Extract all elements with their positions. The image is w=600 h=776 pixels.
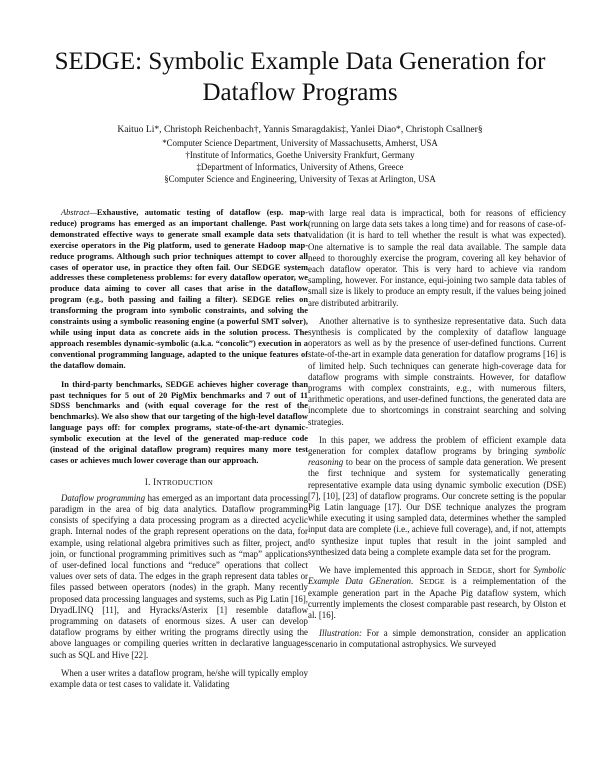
right-p4-text-b: , short for bbox=[492, 565, 534, 576]
intro-paragraph-1 bbox=[50, 493, 308, 661]
paper-title: SEDGE: Symbolic Example Data Generation for Dataflow Programs bbox=[54, 48, 546, 106]
illustration-label: Illustration: bbox=[319, 628, 362, 639]
left-column bbox=[50, 208, 308, 697]
right-p5-text: For a simple demonstration, consider an application scenario in computational astrophysics. We surveyed bbox=[308, 628, 566, 650]
right-p4-text-d: is a reimplementation of the example generation part in the Apache Pig dataflow system, which currently implements the closest comparable past research, by Olston et al. [16]. bbox=[308, 576, 566, 620]
right-paragraph-5 bbox=[308, 628, 566, 650]
abstract-paragraph-2: In third-party benchmarks, SEDGE achieves higher coverage than past techniques for 5 out of 20 PigMix benchmarks and 7 out of 11 SDSS benchmarks and (with equal coverage for the rest of the benchmarks). We also show that our targeting of the high-level dataflow language pays off: for complex programs, state-of-the-art dynamic-symbolic execution at the level of the generated map-reduce code (instead of the original dataflow program) requires many more test cases or achieves much lower coverage than our approach. bbox=[50, 379, 308, 465]
section-title-initial: I bbox=[153, 476, 157, 487]
right-p4-text-a: We have implemented this approach in S bbox=[319, 565, 473, 576]
affiliation-4: §Computer Science and Engineering, University of Texas at Arlington, USA bbox=[164, 174, 436, 184]
right-paragraph-4 bbox=[308, 565, 566, 621]
affiliation-1: *Computer Science Department, University of Massachusetts, Amherst, USA bbox=[162, 138, 438, 148]
affiliation-3: ‡Department of Informatics, University of Athens, Greece bbox=[196, 162, 404, 172]
right-p3-emphasis: symbolic reasoning bbox=[308, 446, 566, 468]
abstract-text-1: Exhaustive, automatic testing of dataflow (esp. map-reduce) programs has emerged as an important challenge. Past work demonstrated effective ways to generate small example data sets that exercise operators in the Pig platform, used to generate Hadoop map-reduce programs. Although such prior techniques attempt to cover all cases of operator use, in practice they often fail. Our SEDGE system addresses these completeness problems: for every dataflow operator, we produce data aiming to cover all cases that arise in the dataflow program (e.g., both passing and failing a filter). SEDGE relies on transforming the program into symbolic constraints, and solving the constraints using a symbolic reasoning engine (a powerful SMT solver), while using input data as concrete aids in the solution process. The approach resembles dynamic-symbolic (a.k.a. “concolic”) execution in a conventional programming language, adapted to the unique features of the dataflow domain. bbox=[50, 208, 308, 370]
affiliation-2: †Institute of Informatics, Goethe University Frankfurt, Germany bbox=[185, 150, 415, 160]
abstract-paragraph-1 bbox=[50, 208, 308, 372]
right-column bbox=[308, 208, 566, 658]
right-p4-text-c: . S bbox=[411, 576, 425, 587]
intro-paragraph-2: When a user writes a dataflow program, he/she will typically employ example data or test cases to validate it. Validating bbox=[50, 667, 308, 690]
author-list: Kaituo Li*, Christoph Reichenbach†, Yannis Smaragdakis‡, Yanlei Diao*, Christoph Csallner§ bbox=[117, 124, 483, 135]
right-p3-text-a: In this paper, we address the problem of efficient example data generation for complex dataflow programs by bringing bbox=[308, 434, 566, 457]
right-p3-text-b: to bear on the process of sample data generation. We present the first technique and system for systematically generating representative example data using dynamic symbolic execution (DSE) [7], [10], [23] of dataflow programs. Our concrete setting is the popular Pig Latin language [17]. Our DSE technique analyzes the program while executing it using sampled data, determines whether the sampled input data are complete (i.e., achieve full coverage), and, if not, attempts to synthesize input tuples that result in the joint sampled and synthesized data being a complete example data set for the program. bbox=[308, 457, 566, 557]
right-paragraph-2: Another alternative is to synthesize representative data. Such data synthesis is complicated by the complexity of dataflow language operators as well as by the presence of user-defined functions. Current state-of-the-art in example data generation for dataflow programs [16] is of limited help. Such techniques can generate high-coverage data for dataflow programs with simple constraints. However, for dataflow programs with complex constraints, e.g., with numerous filters, arithmetic operations, and user-defined functions, the generated data are incomplete due to shortcomings in constraint searching and solving strategies. bbox=[308, 315, 566, 427]
abstract-lead: Abstract— bbox=[61, 208, 97, 217]
right-paragraph-1: with large real data is impractical, both for reasons of efficiency (running on large data sets takes a long time) and for reasons of case-of-validation (it is hard to tell whether the result is what was expected). One alternative is to sample the real data available. The sample data need to thoroughly exercise the program, covering all key behavior of each dataflow operator. This is very hard to achieve via random sampling, however. For instance, equi-joining two sample data tables of small size is likely to produce an empty result, if the values being joined are distributed arbitrarily. bbox=[308, 208, 566, 308]
right-paragraph-3 bbox=[308, 435, 566, 558]
right-p4-emphasis: Symbolic Example Data GEneration bbox=[308, 565, 566, 587]
intro-text-1: has emerged as an important data processing paradigm in the area of big data analytics. Dataflow programming consists of specifying a data processing program as a directed acyclic graph. Internal nodes of the graph represent operations on the data, for example, using relational algebra primitives such as filter, project, and join, or functional programming primitives such as “map” applications of user-defined local functions and “reduce” operations that collect values over sets of data. The edges in the graph represent data tables or files passed between operators (nodes) in the graph. Many recently proposed data processing languages and systems, such as Pig Latin [16], DryadLINQ [11], and Hyracks/Asterix [1] resemble dataflow programming on datasets of enormous sizes. A user can develop dataflow programs by either writing the programs directly using the above languages or compiling queries written in declarative languages such as SQL and Hive [22]. bbox=[50, 492, 308, 660]
intro-lead-term: Dataflow programming bbox=[61, 492, 146, 503]
right-p4-smallcaps-2: EDGE bbox=[424, 577, 445, 587]
right-p4-smallcaps: EDGE bbox=[472, 566, 493, 576]
section-number: I. bbox=[144, 476, 154, 487]
section-heading-introduction bbox=[50, 477, 308, 487]
section-title-rest: NTRODUCTION bbox=[156, 477, 214, 487]
